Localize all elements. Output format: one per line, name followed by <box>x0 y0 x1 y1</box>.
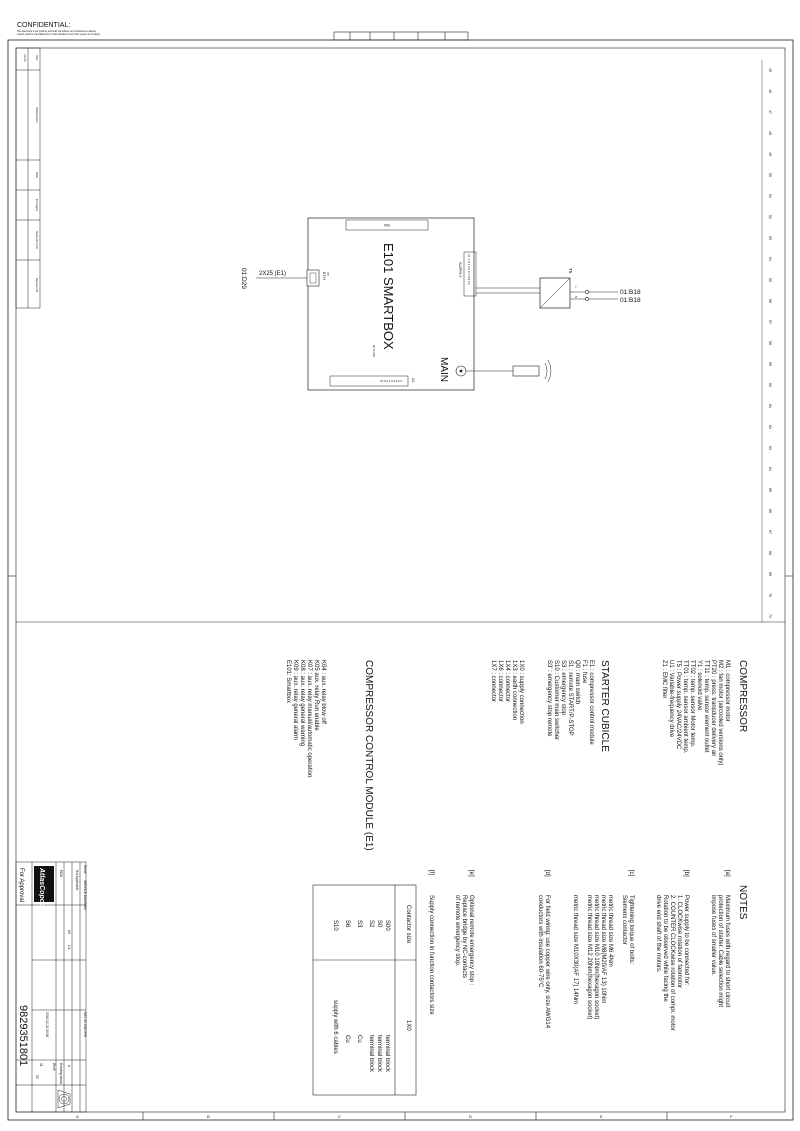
svg-text:Replace bridge by NC-contacts: Replace bridge by NC-contacts <box>461 895 467 979</box>
svg-text:Name: Name <box>83 865 87 874</box>
svg-text:Modification: Modification <box>35 107 39 123</box>
svg-text:2019-12-24 09:26: 2019-12-24 09:26 <box>45 1012 49 1038</box>
svg-text:K07 : aux. relay manual/automa: K07 : aux. relay manual/automatic operation <box>306 660 312 778</box>
svg-text:[a]: [a] <box>724 870 730 877</box>
svg-text:[c]: [c] <box>628 870 634 877</box>
svg-text:K08 : aux. relay general warni: K08 : aux. relay general warning <box>299 660 305 747</box>
svg-text:conductors with insulation 60-: conductors with insulation 60-75°C <box>537 895 543 988</box>
svg-text:E: E <box>600 1114 603 1119</box>
contactor-table <box>313 885 416 1095</box>
x2-terminals: 2 3 4 5 6 7 8 9 10 <box>380 379 402 383</box>
svg-text:53: 53 <box>768 236 772 240</box>
svg-text:00-06: 00-06 <box>23 54 27 62</box>
svg-text:Work: Work <box>52 1063 56 1071</box>
svg-text:03: 03 <box>35 1075 39 1079</box>
svg-text:EDM: EDM <box>59 870 63 878</box>
antenna-signal-icon <box>545 360 551 382</box>
svg-text:metric thread size M12 20Nm(: metric thread size M12 20Nm(hexagon socket) <box>586 895 592 1020</box>
svg-text:71: 71 <box>768 614 772 618</box>
svg-text:Drawing status: Drawing status <box>59 1063 63 1085</box>
svg-text:69: 69 <box>768 572 772 576</box>
svg-text:SERVICE DIAGRAM: SERVICE DIAGRAM <box>83 880 87 910</box>
frame-ticks <box>8 576 793 1120</box>
svg-text:63: 63 <box>768 446 772 450</box>
svg-text:2. COUNTER CLOCKwise rotation: 2. COUNTER CLOCKwise rotation of compr. motor <box>669 895 675 1031</box>
svg-text:F1 : fuse: F1 : fuse <box>581 660 587 684</box>
svg-text:PT20 : press. transducer deliv: PT20 : press. transducer delivery air <box>710 660 716 757</box>
svg-text:A: A <box>76 1114 79 1119</box>
svg-text:65: 65 <box>768 488 772 492</box>
svg-text:64: 64 <box>768 467 772 471</box>
svg-text:1X0 : supply connection: 1X0 : supply connection <box>518 660 524 724</box>
svg-text:1X6 : connector: 1X6 : connector <box>497 660 503 703</box>
svg-text:metric thread size M10 10Nm(: metric thread size M10 10Nm(hexagon socket) <box>593 895 599 1020</box>
svg-text:Not Applicable: Not Applicable <box>75 870 79 891</box>
svg-text:K05 aux. relay Run enable: K05 aux. relay Run enable <box>313 660 319 731</box>
for-approval: For Approval <box>18 868 24 903</box>
svg-text:46: 46 <box>768 89 772 93</box>
svg-text:1X4 : connector: 1X4 : connector <box>504 660 510 703</box>
svg-text:S10: S10 <box>332 920 338 931</box>
svg-text:F: F <box>730 1114 733 1119</box>
svg-text:Rev: Rev <box>35 55 39 61</box>
svg-text:A: A <box>67 1065 71 1068</box>
notes-content <box>428 870 730 1031</box>
svg-text:Revision ID: Revision ID <box>35 277 39 293</box>
svg-text:S00: S00 <box>384 920 390 931</box>
svg-text:S3: S3 <box>356 920 362 928</box>
svg-text:S0: S0 <box>376 920 382 928</box>
svg-text:1X0: 1X0 <box>405 1020 411 1031</box>
antenna-body <box>513 366 539 376</box>
svg-text:57: 57 <box>768 320 772 324</box>
inner-io-labels: DI AI RO <box>372 345 376 357</box>
t5-l: L <box>574 286 578 288</box>
svg-text:Rotation to be observed while: Rotation to be observed while facing the <box>662 895 668 1002</box>
starter-list <box>490 660 594 745</box>
svg-text:70: 70 <box>768 593 772 597</box>
svg-text:S2: S2 <box>368 920 374 928</box>
revision-block-labels <box>23 54 39 292</box>
svg-text:Q0 : main switch: Q0 : main switch <box>574 660 580 705</box>
control-module-list <box>285 660 326 777</box>
svg-text:drive end shaft of the motors.: drive end shaft of the motors. <box>655 895 661 973</box>
starter-title: STARTER CUBICLE <box>599 660 610 752</box>
svg-text:E1 : compressor control module: E1 : compressor control module <box>588 660 594 745</box>
confidential-note-2: copied, used for manufacturing or communicated to any other person or company. <box>17 34 101 36</box>
svg-text:Optional remote emergency stop: Optional remote emergency stop : <box>468 895 474 986</box>
svg-text:B: B <box>207 1114 210 1119</box>
top-tab-strip <box>334 32 468 40</box>
notes-title: NOTES <box>737 885 748 920</box>
t5-diagonal <box>540 278 570 308</box>
svg-text:Name ID (Init): Name ID (Init) <box>35 231 39 249</box>
svg-text:S6: S6 <box>344 920 350 928</box>
smartbox-title: E101 SMARTBOX <box>381 243 396 350</box>
svg-text:66: 66 <box>768 509 772 513</box>
svg-text:For field wiring: use copper w: For field wiring: use copper wire only, size AWG14 <box>544 895 550 1029</box>
svg-text:Tightening torque of bolts:: Tightening torque of bolts: <box>628 895 634 965</box>
svg-text:C: C <box>338 1114 341 1119</box>
svg-text:67: 67 <box>768 530 772 534</box>
right-grid-numbers <box>768 68 772 618</box>
svg-text:TT01 : temp. sensor ambient te: TT01 : temp. sensor ambient temp. <box>682 660 688 754</box>
svg-text:[f]: [f] <box>428 870 434 876</box>
svg-text:metric thread size M6 4N: metric thread size M6 4Nm <box>607 895 613 967</box>
svg-text:Date: Date <box>35 172 39 178</box>
svg-text:48: 48 <box>768 131 772 135</box>
atlas-copco-wordmark: AtlasCopco <box>38 868 45 907</box>
eth-ref: X5 <box>326 272 330 276</box>
confidential-note-1: This document is our property and shall not without our permission be altered, <box>17 31 97 33</box>
svg-text:A3: A3 <box>67 930 71 934</box>
svg-text:T5 : Power supply 24VAC/24VDC: T5 : Power supply 24VAC/24VDC <box>675 660 681 750</box>
contactor-table-text <box>332 905 411 1073</box>
svg-text:Maximum fuses with regard to s: Maximum fuses with regard to short circuit <box>724 895 730 1008</box>
svg-text:S3 : emergency stop: S3 : emergency stop <box>560 660 566 716</box>
svg-text:47: 47 <box>768 110 772 114</box>
svg-text:terminal block: terminal block <box>376 1035 382 1073</box>
control-module-title: COMPRESSOR CONTROL MODULE (E1) <box>363 660 374 851</box>
svg-text:S3' : emergency stop remote: S3' : emergency stop remote <box>546 660 552 737</box>
svg-text:1:1: 1:1 <box>67 945 71 950</box>
svg-text:GA7-15 VSD IPM: GA7-15 VSD IPM <box>83 1012 87 1037</box>
svg-text:D: D <box>469 1114 472 1119</box>
svg-text:56: 56 <box>768 299 772 303</box>
confidential-heading: CONFIDENTIAL: <box>17 22 71 29</box>
supply-label: SUPPLY <box>458 262 463 278</box>
main-antenna-core <box>460 370 463 373</box>
compressor-list <box>661 660 730 765</box>
svg-text:50: 50 <box>768 173 772 177</box>
svg-text:terminal block: terminal block <box>384 1035 390 1073</box>
svg-text:Init./Appd.: Init./Appd. <box>35 198 39 212</box>
svg-text:1. CLOCKwise rotation of fanmo: 1. CLOCKwise rotation of fanmotor <box>676 895 682 989</box>
eth-connector <box>307 270 319 286</box>
svg-text:51: 51 <box>768 194 772 198</box>
svg-text:59: 59 <box>768 362 772 366</box>
svg-text:1X7 : connector: 1X7 : connector <box>490 660 496 703</box>
compressor-title: COMPRESSOR <box>737 660 748 733</box>
svg-text:Power supply to be connected f: Power supply to be connected for: <box>683 895 689 986</box>
eth-cable-ref: 01:D29 <box>240 268 247 289</box>
svg-text:[b]: [b] <box>683 870 689 877</box>
svg-text:52: 52 <box>768 215 772 219</box>
svg-text:Siemens contactor: Siemens contactor <box>621 895 627 945</box>
svg-text:61: 61 <box>768 404 772 408</box>
svg-text:K04 : aux. relay blow off: K04 : aux. relay blow off <box>320 660 326 724</box>
svg-text:metric thread size M10X30(AF 1: metric thread size M10X30(AF 17) 14Nm <box>572 895 578 1005</box>
svg-text:E101: Smartbox: E101: Smartbox <box>285 660 291 704</box>
svg-text:Cu: Cu <box>356 1035 362 1043</box>
svg-text:of remote emergency stop.: of remote emergency stop. <box>454 895 460 967</box>
ref-b18-bottom: 01:B18 <box>620 297 641 304</box>
svg-text:K09 : aux. relay general alarm: K09 : aux. relay general alarm <box>292 660 298 741</box>
bottom-frame-letters <box>76 1114 733 1119</box>
eth-label: ETH <box>322 272 327 280</box>
supply-terminals: X1 1 2 3 4 5 6 7 8 9 10 <box>467 254 471 285</box>
svg-text:M2 : fan motor (aircooled vers: M2 : fan motor (aircooled versions only) <box>717 660 723 766</box>
svg-text:metric thread size M8(M20/AF 1: metric thread size M8(M20/AF 13) 10Nm <box>600 895 606 1004</box>
svg-text:68: 68 <box>768 551 772 555</box>
ref-b18-top: 01:B18 <box>620 289 641 296</box>
svg-text:49: 49 <box>768 152 772 156</box>
svg-text:impose fuses of smaller value.: impose fuses of smaller value. <box>710 895 716 976</box>
svg-text:60: 60 <box>768 383 772 387</box>
svg-text:Contactor size: Contactor size <box>405 905 411 944</box>
svg-text:Z1 : EMC filter: Z1 : EMC filter <box>661 660 667 699</box>
svg-text:supply with 6 cables: supply with 6 cables <box>332 1000 338 1054</box>
svg-text:U1 : Variable-frequency drive: U1 : Variable-frequency drive <box>668 660 674 738</box>
svg-text:protection of starter. Cable s: protection of starter. Cable selection might <box>717 895 723 1008</box>
svg-text:55: 55 <box>768 278 772 282</box>
sim-label: SIM <box>384 223 390 227</box>
svg-text:[e]: [e] <box>468 870 474 877</box>
supply-wires <box>476 288 540 293</box>
svg-text:TT02 : temp. sensor Motor temp: TT02 : temp. sensor Motor temp. <box>689 660 695 748</box>
t5-n: N <box>574 296 578 299</box>
svg-text:S10 : Customer main switcher: S10 : Customer main switcher <box>553 660 559 741</box>
svg-text:S1 : remote START/P-STOP: S1 : remote START/P-STOP <box>567 660 573 736</box>
document-number: 9829351801 <box>17 1005 29 1067</box>
eth-cable-label: 2X25 (E1) <box>259 271 287 277</box>
svg-text:Y1 : solenoid valve: Y1 : solenoid valve <box>696 660 702 711</box>
t5-label: T5 <box>568 268 573 274</box>
svg-text:Cu: Cu <box>344 1035 350 1043</box>
svg-text:M1 : compressor motor: M1 : compressor motor <box>724 660 730 722</box>
svg-text:1X3 : earth connection: 1X3 : earth connection <box>511 660 517 721</box>
svg-text:[d]: [d] <box>544 870 550 877</box>
x2-label: X2 <box>411 378 415 383</box>
svg-text:54: 54 <box>768 257 772 261</box>
svg-text:62: 62 <box>768 425 772 429</box>
svg-text:terminal block: terminal block <box>368 1035 374 1073</box>
revision-block <box>16 48 40 308</box>
svg-text:TT11 : temp. sensor element ou: TT11 : temp. sensor element outlet <box>703 660 709 753</box>
svg-text:58: 58 <box>768 341 772 345</box>
svg-text:45: 45 <box>768 68 772 72</box>
svg-text:01: 01 <box>39 1063 43 1067</box>
main-label: MAIN <box>438 357 449 382</box>
svg-text:Supply connection in function: Supply connection in function contactors size <box>428 895 434 1015</box>
